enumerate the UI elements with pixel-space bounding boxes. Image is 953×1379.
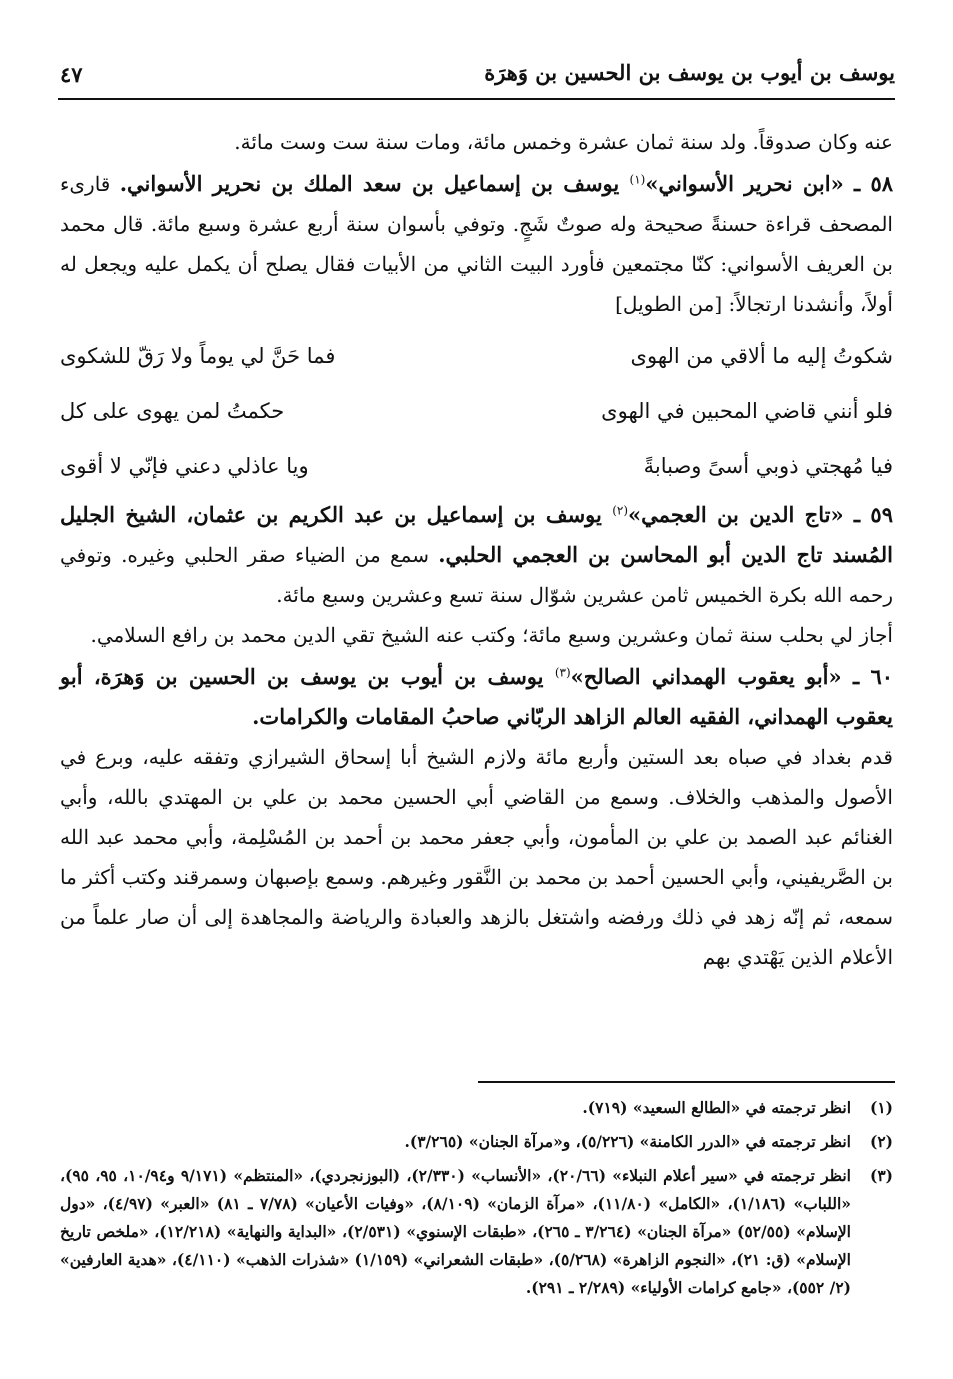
entry-58 [60, 164, 893, 324]
verse-first-hemistich: فلو أنني قاضي المحبين في الهوى [601, 398, 893, 423]
running-title: يوسف بن أيوب بن يوسف بن الحسين بن وَهرَة [484, 60, 895, 85]
verse-line [60, 383, 893, 438]
footnotes [60, 1094, 893, 1308]
verse-second-hemistich: حكمتُ لمن يهوى على كل [60, 398, 285, 423]
entry-60-name: يوسف بن أيوب بن يوسف بن الحسين بن وَهرَة، أبو يعقوب الهمداني، الفقيه العالم الزاهد الربّاني صاحبُ المقامات والكرامات. [60, 664, 893, 729]
main-text [60, 122, 893, 977]
verse-second-hemistich: فما حَنَّ لي يوماً ولا رَقّ للشكوى [60, 343, 336, 368]
entry-58-heading: ٥٨ ـ «ابن نحرير الأسواني» [645, 171, 894, 196]
entry-59 [60, 495, 893, 615]
page-number: ٤٧ [60, 62, 83, 87]
footnote [60, 1094, 893, 1122]
paragraph-continuation: عنه وكان صدوقاً. ولد سنة ثمان عشرة وخمس مائة، ومات سنة ست وست مائة. [234, 130, 893, 154]
footnote [60, 1128, 893, 1156]
entry-60-heading: ٦٠ ـ «أبو يعقوب الهمداني الصالح» [570, 664, 893, 689]
entry-59-heading: ٥٩ ـ «تاج الدين بن العجمي» [628, 502, 893, 527]
verse-line [60, 328, 893, 383]
entry-60 [60, 657, 893, 737]
footnote-ref-2[interactable]: (٢) [612, 503, 629, 518]
footnote-number: (١) [869, 1098, 893, 1117]
footnote-ref-1[interactable]: (١) [629, 172, 646, 187]
entry-59-continuation: أجاز لي بحلب سنة ثمان وعشرين وسبع مائة؛ وكتب عنه الشيخ تقي الدين محمد بن رافع السلامي. [90, 623, 893, 647]
footnote-text: انظر ترجمته في «الدرر الكامنة» (٥/٢٢٦)، و«مرآة الجنان» (٣/٢٦٥). [404, 1132, 851, 1151]
verse-first-hemistich: فيا مُهجتي ذوبي أسىً وصبابةً [643, 453, 893, 478]
footnote-text: انظر ترجمته في «سير أعلام النبلاء» (٢٠/٦٦)، «الأنساب» (٢/٣٣٠)، (البوزنجردي)، «المنتظم» (٩/١٧١ و١٠/٩٤، ٩٥، ٩٥)، «اللباب» (١/١٨٦)، «الكامل» (١١/٨٠)، «مرآة الزمان» (٨/١٠٩)، «وفيات الأعيان» (٧/٧٨ ـ ٨١) «العبر» (٤/٩٧)، «دول الإسلام» (٥٢/٥٥) «مرآة الجنان» (٣/٢٦٤ ـ ٢٦٥)، «طبقات الإسنوي» (٢/٥٣١)، «البداية والنهاية» (١٢/٢١٨)، «ملخص تاريخ الإسلام» (ق: ٢١)، «النجوم الزاهرة» (٥/٢٦٨)، «طبقات الشعراني» (١/١٥٩) «شذرات الذهب» (٤/١١٠)، «هدية العارفين» (٢/ ٥٥٢)، «جامع كرامات الأولياء» (٢/٢٨٩ ـ ٢٩١). [60, 1166, 851, 1297]
footnote [60, 1162, 893, 1302]
header-divider [58, 98, 895, 100]
verse-first-hemistich: شكوتُ إليه ما ألاقي من الهوى [630, 343, 893, 368]
entry-59-text: سمع من الضياء صقر الحلبي وغيره. وتوفي رحمه الله بكرة الخميس ثامن عشرين شوّال سنة تسع وعشرين وسبع مائة. [60, 543, 893, 607]
entry-58-name: يوسف بن إسماعيل بن سعد الملك بن نحرير الأسواني. [119, 171, 630, 196]
page-header [60, 50, 895, 98]
poem-verses [60, 328, 893, 493]
entry-60-text: قدم بغداد في صباه بعد الستين وأربع مائة ولازم الشيخ أبا إسحاق الشيرازي وتفقه عليه، وبرع في الأصول والمذهب والخلاف. وسمع من القاضي أبي الحسين محمد بن علي بن المهتدي بالله، وأبي الغنائم عبد الصمد بن علي بن المأمون، وأبي جعفر محمد بن أحمد بن المُسْلِمة، وأبي محمد عبد الله بن الصَّريفيني، وأبي الحسين أحمد بن محمد بن النَّقور وغيرهم. وسمع بإصبهان وسمرقند وكتب أكثر ما سمعه، ثم إنّه زهد في ذلك ورفضه واشتغل بالزهد والعبادة والرياضة والمجاهدة إلى أن صار علماً من الأعلام الذين يَهْتدي بهم [60, 745, 893, 969]
verse-second-hemistich: ويا عاذلي دعني فإنّي لا أقوى [60, 453, 309, 478]
footnote-text: انظر ترجمته في «الطالع السعيد» (٧١٩). [582, 1098, 851, 1117]
footnote-number: (٢) [869, 1132, 893, 1151]
entry-58-text: قارىء المصحف قراءة حسنةً صحيحة وله صوتٌ شَجٍ. وتوفي بأسوان سنة أربع عشرة وسبع مائة. قال محمد بن العريف الأسواني: كنّا مجتمعين فأورد البيت الثاني من الأبيات فقال يصلح أن يكمل عليه ويجعل له أولاً، وأنشدنا ارتجالاً: [من الطويل] [60, 172, 893, 316]
footnote-number: (٣) [869, 1166, 893, 1185]
verse-line [60, 438, 893, 493]
footnote-ref-3[interactable]: (٣) [554, 665, 571, 680]
footnote-divider [478, 1081, 895, 1083]
entry-59-name: يوسف بن إسماعيل بن عبد الكريم بن عثمان، الشيخ الجليل المُسند تاج الدين أبو المحاسن بن العجمي الحلبي. [60, 502, 893, 567]
